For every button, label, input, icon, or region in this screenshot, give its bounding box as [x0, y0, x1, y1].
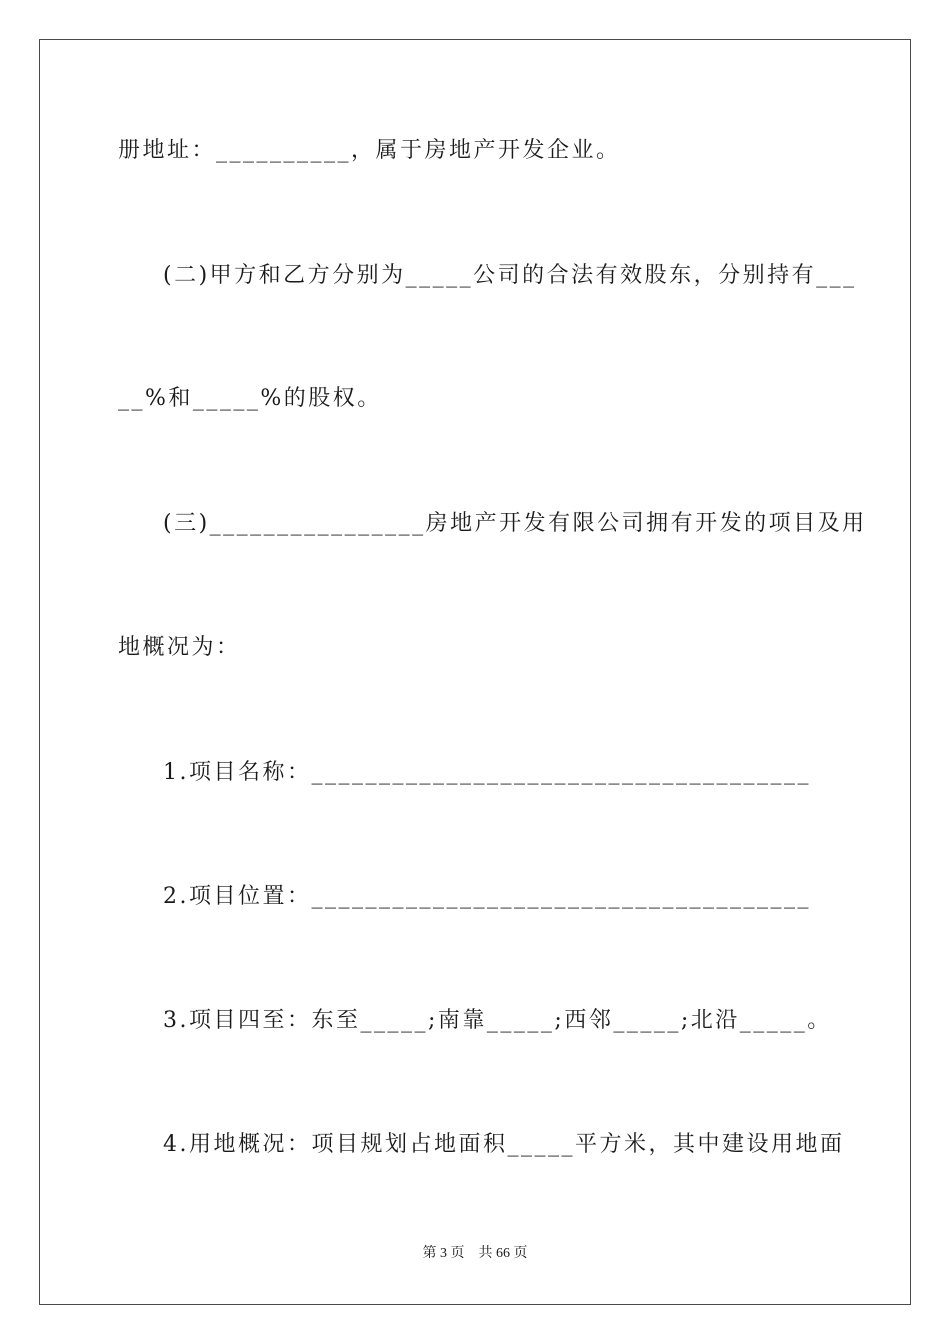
paragraph-project-boundaries: 3.项目四至：东至_____;南靠_____;西邻_____;北沿_____。 — [163, 1008, 832, 1033]
paragraph-project-name: 1.项目名称：_____________________________________ — [163, 760, 811, 785]
paragraph-registered-address: 册地址：__________，属于房地产开发企业。 — [118, 138, 621, 163]
paragraph-project-land: (三)________________房地产开发有限公司拥有开发的项目及用 — [163, 511, 867, 536]
paragraph-project-location: 2.项目位置：_____________________________________ — [163, 884, 811, 909]
paragraph-shareholders: (二)甲方和乙方分别为_____公司的合法有效股东，分别持有___ — [163, 263, 857, 288]
page-number-footer: 第 3 页 共 66 页 — [422, 1246, 528, 1261]
paragraph-land-overview: 地概况为： — [118, 635, 241, 660]
page-border — [39, 39, 911, 1305]
paragraph-equity-percent: __%和_____%的股权。 — [118, 386, 382, 411]
paragraph-land-area: 4.用地概况：项目规划占地面积_____平方米，其中建设用地面 — [163, 1132, 845, 1157]
